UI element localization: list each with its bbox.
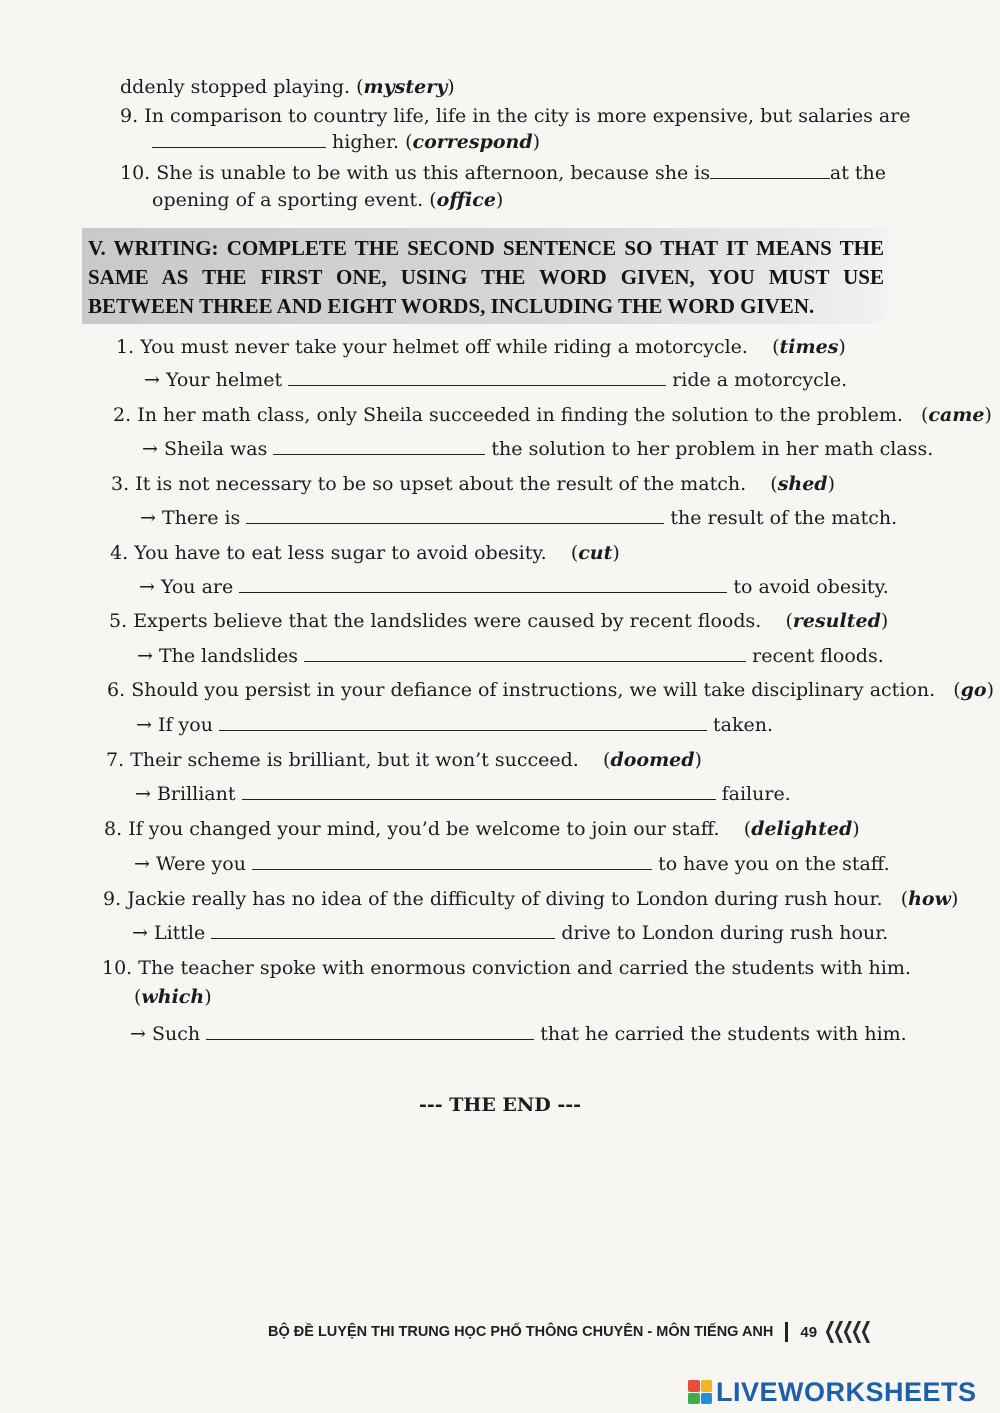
answer-blank[interactable] <box>273 436 485 455</box>
prev-item-10-line1: 10. She is unable to be with us this afternoon, because she is at the <box>120 162 886 184</box>
answer-blank[interactable] <box>288 367 666 386</box>
item-5-sentence: 5. Experts believe that the landslides were caused by recent floods. (resulted) <box>109 610 889 632</box>
answer-blank[interactable] <box>211 920 555 939</box>
item-9-sentence: 9. Jackie really has no idea of the difficulty of diving to London during rush hour. (how) <box>103 888 959 910</box>
prev-item-9-line1: 9. In comparison to country life, life in the city is more expensive, but salaries are <box>120 105 911 127</box>
the-end: --- THE END --- <box>418 1094 582 1116</box>
answer-blank[interactable] <box>239 574 727 593</box>
answer-blank[interactable] <box>219 712 707 731</box>
prev-item-continuation: ddenly stopped playing. (mystery) <box>120 76 455 98</box>
section-heading: V. WRITING: COMPLETE THE SECOND SENTENCE SO THAT IT MEANS THE SAME AS THE FIRST ONE, USING THE WORD GIVEN, YOU MUST USE BETWEEN THREE AND EIGHT WORDS, INCLUDING THE WORD GIVEN. <box>88 236 884 318</box>
brand-name: LIVEWORKSHEETS <box>716 1376 977 1407</box>
item-2-sentence: 2. In her math class, only Sheila succeeded in finding the solution to the problem. (came) <box>113 404 992 426</box>
item-2-prompt: → Sheila was the solution to her problem in her math class. <box>142 438 934 460</box>
item-6-prompt: → If you taken. <box>136 714 774 736</box>
item-8-sentence: 8. If you changed your mind, you’d be welcome to join our staff. (delighted) <box>104 818 860 840</box>
answer-blank[interactable] <box>242 781 716 800</box>
prev-item-9-line2: higher. (correspond) <box>152 129 540 155</box>
liveworksheets-logo-icon <box>688 1380 712 1404</box>
item-3-prompt: → There is the result of the match. <box>140 507 898 529</box>
footer-divider <box>785 1322 788 1342</box>
item-9-prompt: → Little drive to London during rush hour. <box>132 922 889 944</box>
item-3-sentence: 3. It is not necessary to be so upset about the result of the match. (shed) <box>111 473 836 495</box>
answer-blank[interactable] <box>710 160 830 179</box>
page-footer <box>268 1318 934 1346</box>
item-10-prompt: → Such that he carried the students with him. <box>130 1023 907 1045</box>
item-5-prompt: → The landslides recent floods. <box>137 645 884 667</box>
answer-blank[interactable] <box>206 1021 534 1040</box>
prev-item-10-line2: opening of a sporting event. (office) <box>152 189 504 211</box>
item-1-sentence: 1. You must never take your helmet off while riding a motorcycle. (times) <box>116 336 846 358</box>
item-10-keyword: (which) <box>134 986 212 1008</box>
chevrons-icon <box>825 1321 870 1343</box>
item-8-prompt: → Were you to have you on the staff. <box>134 853 890 875</box>
item-4-prompt: → You are to avoid obesity. <box>139 576 889 598</box>
answer-blank[interactable] <box>304 643 746 662</box>
liveworksheets-brand <box>688 1376 977 1408</box>
item-1-prompt: → Your helmet ride a motorcycle. <box>144 369 848 391</box>
page-number: 49 <box>800 1323 818 1341</box>
book-title: BỘ ĐỀ LUYỆN THI TRUNG HỌC PHỔ THÔNG CHUYÊN - MÔN TIẾNG ANH <box>268 1324 774 1340</box>
item-4-sentence: 4. You have to eat less sugar to avoid obesity. (cut) <box>110 542 620 564</box>
answer-blank[interactable] <box>252 851 652 870</box>
answer-blank[interactable] <box>152 129 326 148</box>
item-7-prompt: → Brilliant failure. <box>135 783 791 805</box>
item-10-sentence: 10. The teacher spoke with enormous conviction and carried the students with him. <box>102 957 911 979</box>
item-7-sentence: 7. Their scheme is brilliant, but it won’t succeed. (doomed) <box>106 749 702 771</box>
item-6-sentence: 6. Should you persist in your defiance of instructions, we will take disciplinary action. (go) <box>107 679 995 701</box>
answer-blank[interactable] <box>246 505 664 524</box>
